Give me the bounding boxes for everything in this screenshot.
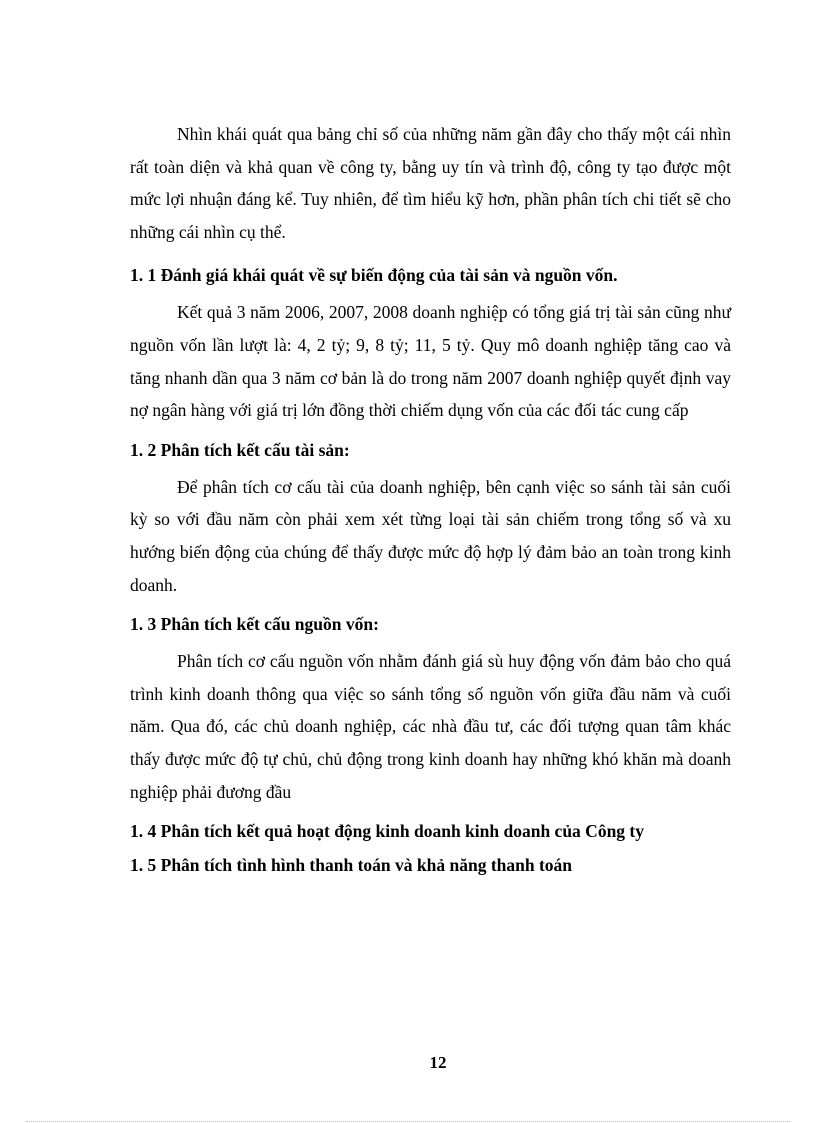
intro-paragraph: Nhìn khái quát qua bảng chỉ số của những năm gần đây cho thấy một cái nhìn rất toàn diện và khả quan về công ty, bằng uy tín và trình độ, công ty tạo được một mức lợi nhuận đáng kể. Tuy nhiên, để tìm hiểu kỹ hơn, phần phân tích chi tiết sẽ cho những cái nhìn cụ thể. xyxy=(130,124,731,242)
page-bottom-divider xyxy=(26,1121,790,1122)
section-heading-1-5: 1. 5 Phân tích tình hình thanh toán và khả năng thanh toán xyxy=(130,855,573,876)
section-heading-1-4: 1. 4 Phân tích kết quả hoạt động kinh doanh kinh doanh của Công ty xyxy=(130,821,645,842)
page-number: 12 xyxy=(429,1053,447,1072)
section-body-1-3: Phân tích cơ cấu nguồn vốn nhằm đánh giá sù huy động vốn đảm bảo cho quá trình kinh doanh thông qua việc so sánh tổng số nguồn vốn giữa đầu năm và cuối năm. Qua đó, các chủ doanh nghiệp, các nhà đầu tư, các đối tượng quan tâm khác thấy được mức độ tự chủ, chủ động trong kinh doanh hay những khó khăn mà doanh nghiệp phải đương đầu xyxy=(130,651,731,802)
section-body-1-2: Để phân tích cơ cấu tài của doanh nghiệp, bên cạnh việc so sánh tài sản cuối kỳ so với đầu năm còn phải xem xét từng loại tài sản chiếm trong tổng số và xu hướng biến động của chúng để thấy được mức độ hợp lý đảm bảo an toàn trong kinh doanh. xyxy=(130,476,731,595)
section-heading-1-1: 1. 1 Đánh giá khái quát về sự biến động của tài sản và nguồn vốn. xyxy=(130,265,618,286)
page-content xyxy=(130,118,731,886)
section-heading-1-2: 1. 2 Phân tích kết cấu tài sản: xyxy=(130,439,350,460)
section-heading-1-3: 1. 3 Phân tích kết cấu nguồn vốn: xyxy=(130,614,379,635)
section-body-1-1: Kết quả 3 năm 2006, 2007, 2008 doanh nghiệp có tổng giá trị tài sản cũng như nguồn vốn lần lượt là: 4, 2 tỷ; 9, 8 tỷ; 11, 5 tỷ. Quy mô doanh nghiệp tăng cao và tăng nhanh dần qua 3 năm cơ bản là do trong năm 2007 doanh nghiệp quyết định vay nợ ngân hàng với giá trị lớn đồng thời chiếm dụng vốn của các đối tác cung cấp xyxy=(130,302,731,421)
